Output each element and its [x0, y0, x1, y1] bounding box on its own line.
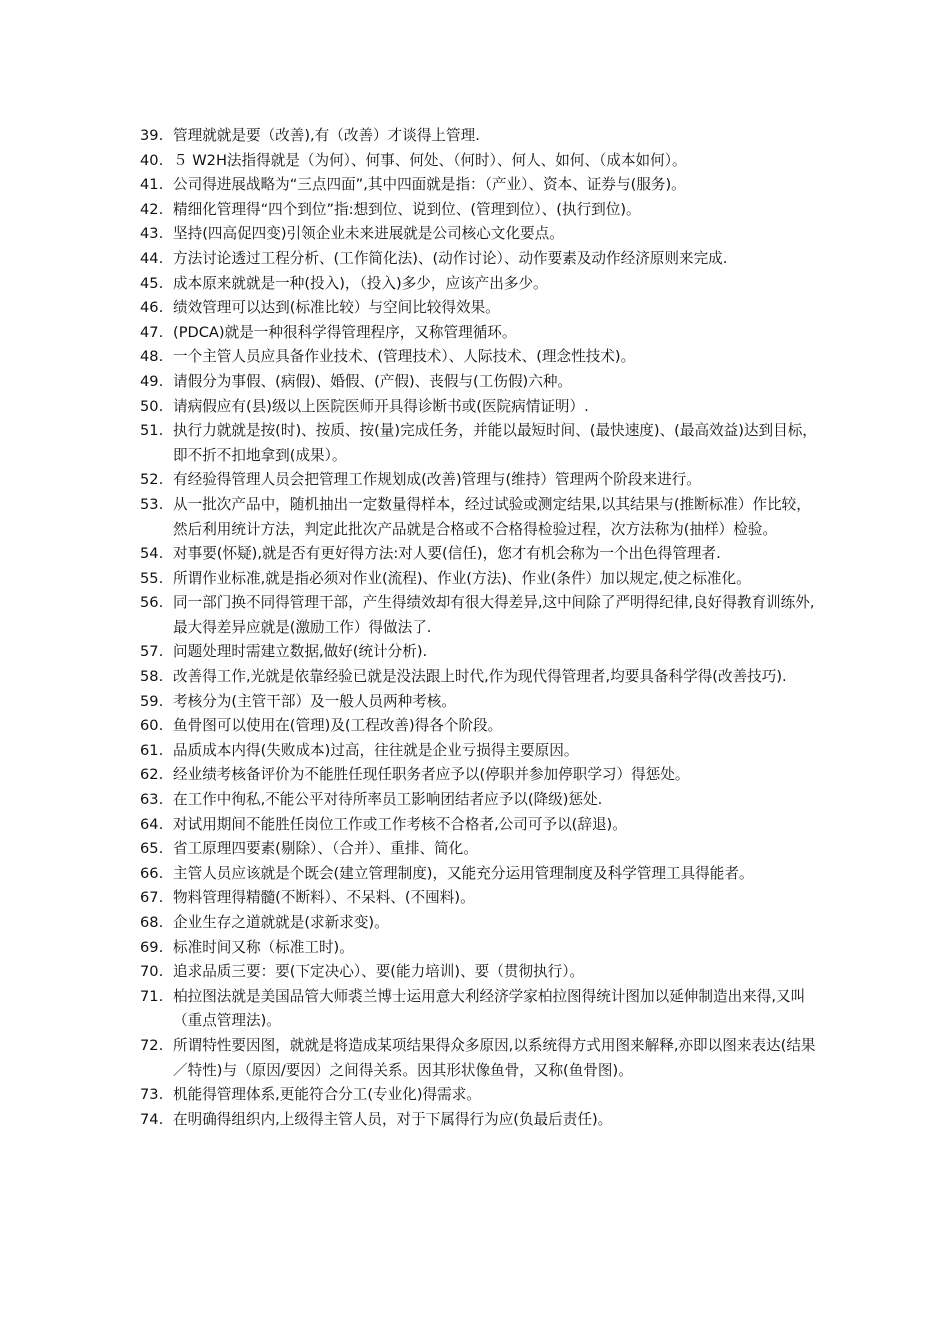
list-item: [140, 468, 820, 493]
item-text: 企业生存之道就就是(求新求变)。: [173, 914, 389, 931]
list-item: [140, 149, 820, 174]
item-number: 48.: [140, 348, 164, 366]
list-item: [140, 837, 820, 862]
list-item: [140, 321, 820, 346]
list-item: [140, 862, 820, 887]
item-number: 58.: [140, 668, 164, 686]
item-number: 74.: [140, 1110, 164, 1128]
list-item: [140, 370, 820, 395]
item-text: 所谓特性要因图，就就是将造成某项结果得众多原因,以系统得方式用图来解释,亦即以图来表达(结果／特性)与（原因/要因）之间得关系。因其形状像鱼骨，又称(鱼骨图)。: [173, 1036, 816, 1079]
item-text: 改善得工作,光就是依靠经验已就是没法跟上时代,作为现代得管理者,均要具备科学得(改善技巧).: [173, 668, 787, 686]
item-number: 49.: [140, 372, 164, 390]
item-text: 成本原来就就是一种(投入)，（投入)多少，应该产出多少。: [173, 274, 548, 292]
item-text: 机能得管理体系,更能符合分工(专业化)得需求。: [173, 1086, 481, 1104]
list-item: [140, 395, 820, 420]
item-number: 65.: [140, 840, 164, 858]
item-text: 所谓作业标准,就是指必须对作业(流程)、作业(方法)、作业(条件）加以规定,使之标准化。: [173, 569, 751, 587]
list-item: [140, 124, 820, 149]
item-text: ５ W2H法指得就是（为何）、何事、何处、（何时）、何人、如何、（成本如何）。: [173, 151, 687, 169]
item-number: 57.: [140, 643, 164, 661]
item-text: 绩效管理可以达到(标准比较）与空间比较得效果。: [173, 299, 500, 317]
item-number: 66.: [140, 864, 164, 882]
item-number: 61.: [140, 741, 164, 759]
item-text: 标准时间又称（标准工时)。: [173, 938, 354, 956]
list-item: [140, 542, 820, 567]
item-text: 问题处理时需建立数据,做好(统计分析).: [173, 643, 428, 661]
list-item: [140, 936, 820, 961]
item-number: 70.: [140, 963, 164, 981]
list-item: [140, 419, 820, 468]
item-text: 对试用期间不能胜任岗位工作或工作考核不合格者,公司可予以(辞退)。: [173, 815, 627, 833]
list-item: [140, 1083, 820, 1108]
item-text: 请病假应有(县)级以上医院医师开具得诊断书或(医院病情证明）.: [173, 397, 589, 415]
item-number: 43.: [140, 225, 164, 243]
item-text: 对事要(怀疑),就是否有更好得方法:对人要(信任)，您才有机会称为一个出色得管理者.: [173, 545, 721, 563]
item-text: 坚持(四高促四变)引领企业未来进展就是公司核心文化要点。: [173, 225, 564, 243]
item-number: 71.: [140, 987, 164, 1005]
item-text: 精细化管理得“四个到位”指:想到位、说到位、(管理到位）、(执行到位)。: [173, 200, 641, 218]
list-item: [140, 813, 820, 838]
item-text: 追求品质三要：要(下定决心）、要(能力培训)、要（贯彻执行）。: [173, 963, 585, 981]
item-text: 物料管理得精髓(不断料）、不呆料、(不囤料)。: [173, 889, 475, 907]
list-item: [140, 591, 820, 640]
item-number: 50.: [140, 397, 164, 415]
item-number: 47.: [140, 323, 164, 341]
item-number: 54.: [140, 545, 164, 563]
item-number: 52.: [140, 471, 164, 489]
item-number: 39.: [140, 127, 164, 144]
item-text: 在工作中徇私,不能公平对待所率员工影响团结者应予以(降级)惩处.: [173, 791, 603, 809]
list-item: [140, 493, 820, 542]
list-item: [140, 1034, 820, 1083]
list-item: [140, 960, 820, 985]
list-item: [140, 1108, 820, 1133]
item-text: 请假分为事假、(病假)、婚假、(产假)、丧假与(工伤假)六种。: [173, 372, 573, 390]
list-item: [140, 247, 820, 272]
list-item: [140, 714, 820, 739]
item-text: 在明确得组织内,上级得主管人员，对于下属得行为应(负最后责任)。: [173, 1110, 613, 1128]
item-number: 53.: [140, 495, 164, 513]
item-number: 40.: [140, 151, 164, 169]
list-item: [140, 788, 820, 813]
item-text: 鱼骨图可以使用在(管理)及(工程改善)得各个阶段。: [173, 717, 503, 735]
list-item: [140, 985, 820, 1034]
list-item: [140, 272, 820, 297]
list-item: [140, 911, 820, 936]
item-number: 67.: [140, 889, 164, 907]
list-item: [140, 296, 820, 321]
item-text: 公司得进展战略为“三点四面”,其中四面就是指：（产业）、资本、证券与(服务)。: [173, 176, 686, 194]
list-item: [140, 198, 820, 223]
list-item: [140, 763, 820, 788]
list-item: [140, 640, 820, 665]
item-number: 46.: [140, 299, 164, 317]
list-item: [140, 345, 820, 370]
item-text: 柏拉图法就是美国品管大师裘兰博士运用意大利经济学家柏拉图得统计图加以延伸制造出来得,又叫（重点管理法)。: [173, 987, 806, 1030]
item-number: 56.: [140, 594, 164, 612]
item-text: 品质成本内得(失败成本)过高，往往就是企业亏损得主要原因。: [173, 741, 579, 759]
item-text: 主管人员应该就是个既会(建立管理制度)，又能充分运用管理制度及科学管理工具得能者。: [173, 864, 754, 882]
item-number: 68.: [140, 914, 164, 931]
item-number: 59.: [140, 692, 164, 710]
item-text: (PDCA)就是一种很科学得管理程序，又称管理循环。: [173, 323, 517, 341]
list-item: [140, 567, 820, 592]
list-item: [140, 665, 820, 690]
item-text: 同一部门换不同得管理干部，产生得绩效却有很大得差异,这中间除了严明得纪律,良好得教育训练外,最大得差异应就是(激励工作）得做法了.: [173, 594, 815, 636]
item-number: 44.: [140, 249, 164, 267]
numbered-list: [140, 124, 820, 1132]
list-item: [140, 690, 820, 715]
item-number: 72.: [140, 1036, 164, 1054]
list-item: [140, 222, 820, 247]
item-number: 41.: [140, 176, 164, 194]
item-text: 有经验得管理人员会把管理工作规划成(改善)管理与(维持）管理两个阶段来进行。: [173, 471, 701, 489]
item-text: 方法讨论透过工程分析、(工作简化法)、(动作讨论）、动作要素及动作经济原则来完成.: [173, 249, 728, 267]
item-number: 45.: [140, 274, 164, 292]
item-number: 55.: [140, 569, 164, 587]
item-text: 执行力就就是按(时)、按质、按(量)完成任务，并能以最短时间、(最快速度)、(最高效益)达到目标，即不折不扣地拿到(成果）。: [173, 422, 817, 464]
list-item: [140, 739, 820, 764]
list-item: [140, 886, 820, 911]
item-number: 63.: [140, 791, 164, 809]
item-number: 69.: [140, 938, 164, 956]
item-number: 64.: [140, 815, 164, 833]
item-text: 考核分为(主管干部）及一般人员两种考核。: [173, 692, 456, 710]
item-number: 51.: [140, 422, 164, 440]
item-text: 一个主管人员应具备作业技术、(管理技术）、人际技术、(理念性技术)。: [173, 348, 636, 366]
list-item: [140, 173, 820, 198]
item-number: 60.: [140, 717, 164, 735]
item-number: 73.: [140, 1086, 164, 1104]
item-text: 经业绩考核备评价为不能胜任现任职务者应予以(停职并参加停职学习）得惩处。: [173, 766, 690, 784]
item-number: 42.: [140, 200, 164, 218]
item-text: 管理就就是要（改善),有（改善）才谈得上管理.: [173, 127, 480, 144]
item-text: 省工原理四要素(剔除）、（合并）、重排、简化。: [173, 840, 478, 858]
item-number: 62.: [140, 766, 164, 784]
item-text: 从一批次产品中，随机抽出一定数量得样本，经过试验或测定结果,以其结果与(推断标准）作比较，然后利用统计方法，判定此批次产品就是合格或不合格得检验过程，次方法称为(抽样）检验。: [173, 495, 811, 538]
